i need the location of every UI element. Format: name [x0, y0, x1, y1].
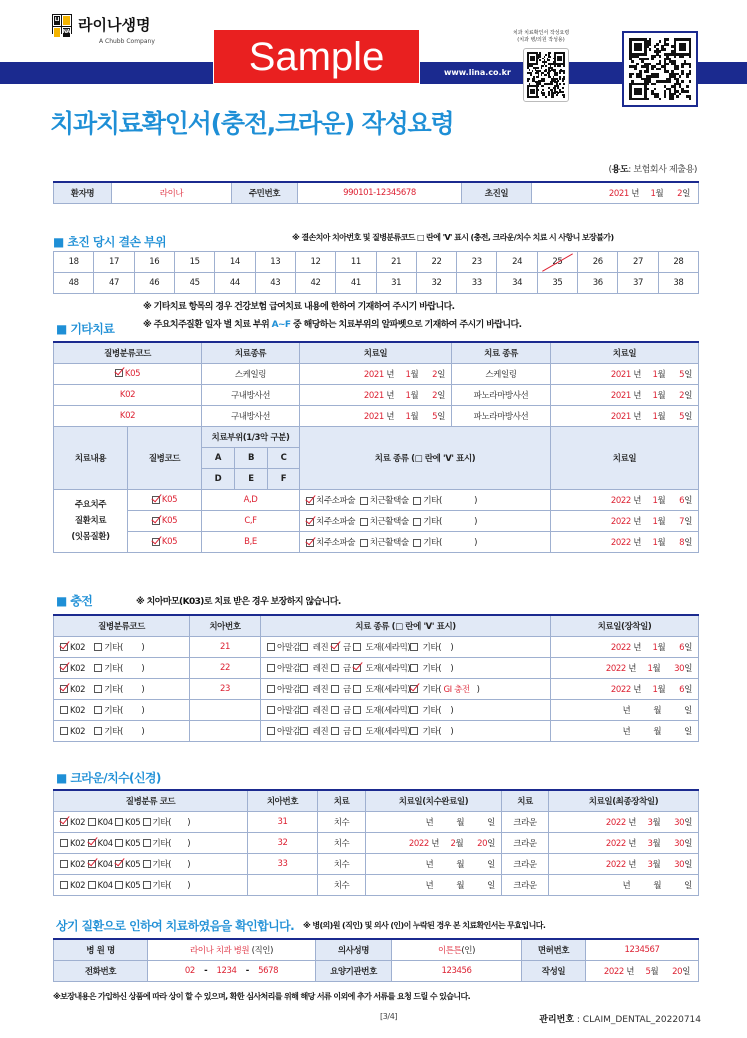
tooth-cell[interactable]: 14 [215, 252, 255, 273]
checkbox[interactable] [115, 818, 123, 826]
checkbox[interactable] [300, 685, 308, 693]
code-cell[interactable]: K02 기타( ) [54, 720, 190, 741]
checkbox[interactable] [152, 517, 160, 525]
confirm-table [53, 938, 699, 982]
usage-note: (용도: 보험회사 제출용) [608, 165, 697, 175]
checkbox[interactable] [353, 685, 361, 693]
checkbox[interactable] [300, 643, 308, 651]
type-cell: 구내방사선 [202, 384, 300, 405]
checkbox[interactable] [60, 727, 68, 735]
checkbox[interactable] [143, 839, 151, 847]
filling-type-cell[interactable]: 아말감 레진 금 도재(세라믹) 기타( ) [261, 720, 551, 741]
code-cell[interactable]: K05 [128, 490, 202, 511]
checkbox[interactable] [331, 664, 339, 672]
phone-value[interactable]: 02 - 1234 - 5678 [148, 960, 316, 981]
table-row [54, 811, 699, 832]
checkbox[interactable] [115, 369, 123, 377]
type-cell: 파노라마방사선 [452, 384, 551, 405]
tooth-cell[interactable]: 37 [618, 273, 658, 294]
col-header: 치료일 [300, 342, 452, 363]
code-cell[interactable]: K05 [54, 363, 202, 384]
checkbox[interactable] [88, 860, 96, 868]
written-date-label: 작성일 [522, 960, 586, 981]
tooth-number[interactable] [248, 874, 318, 895]
checkbox[interactable] [60, 839, 68, 847]
tooth-cell[interactable]: 35 [537, 273, 577, 294]
checkbox[interactable] [94, 664, 102, 672]
type-cell: 스케일링 [202, 363, 300, 384]
rrn-value[interactable]: 990101-12345678 [298, 182, 462, 203]
filling-type-cell[interactable]: 아말감 레진 금 도재(세라믹) 기타( ) [261, 636, 551, 657]
code-cell[interactable]: K02 기타( ) [54, 678, 190, 699]
col-header: 치료일(치수완료일) [366, 790, 502, 811]
date-cell[interactable]: 년 월 일 [549, 874, 699, 895]
checkbox[interactable] [143, 818, 151, 826]
checkbox[interactable] [410, 643, 418, 651]
written-date-value[interactable]: 2022 년 5월 20일 [586, 960, 699, 981]
perio-table [53, 426, 699, 553]
col-header: 치료종류 [202, 342, 300, 363]
date-cell[interactable]: 2021 년 1월 5일 [551, 363, 699, 384]
checkbox[interactable] [353, 664, 361, 672]
logo-letter: LI [53, 15, 61, 26]
brand-sub: A Chubb Company [99, 38, 155, 45]
tooth-number[interactable]: 23 [190, 678, 261, 699]
treatment-cell: 치수 [318, 853, 366, 874]
checkbox[interactable] [267, 643, 275, 651]
tooth-cell[interactable]: 46 [134, 273, 174, 294]
tooth-number[interactable] [190, 720, 261, 741]
tooth-cell[interactable]: 26 [578, 252, 618, 273]
code-cell[interactable]: K05 [128, 532, 202, 553]
table-row [54, 363, 699, 384]
checkbox[interactable] [300, 727, 308, 735]
tooth-cell[interactable]: 28 [658, 252, 698, 273]
treatment-cell: 크라운 [502, 874, 549, 895]
table-row [54, 511, 699, 532]
treatment-cell: 크라운 [502, 832, 549, 853]
checkbox[interactable] [331, 706, 339, 714]
filling-type-cell[interactable]: 아말감 레진 금 도재(세라믹) 기타( GI 충전 ) [261, 678, 551, 699]
date-cell[interactable]: 2021 년 1월 2일 [551, 384, 699, 405]
tooth-cell[interactable]: 31 [376, 273, 416, 294]
tooth-cell[interactable]: 36 [578, 273, 618, 294]
checkbox[interactable] [360, 539, 368, 547]
table-row [54, 699, 699, 720]
site-cell[interactable]: A,D [202, 490, 300, 511]
perio-site-header: 치료부위(1/3악 구분) [202, 427, 300, 448]
tooth-cell[interactable]: 32 [416, 273, 456, 294]
logo-accent [62, 15, 71, 26]
table-row [54, 490, 699, 511]
checkbox[interactable] [306, 497, 314, 505]
site-letter: B [235, 448, 268, 469]
crown-table [53, 789, 699, 896]
perio-label: 주요치주 질환치료 (잇몸질환) [54, 490, 128, 553]
code-cell[interactable]: K02 K04 K05 기타( ) [54, 853, 248, 874]
table-row [54, 657, 699, 678]
patient-table [53, 181, 699, 204]
code-cell[interactable]: K02 기타( ) [54, 657, 190, 678]
doctor-label: 의사성명 [316, 939, 392, 960]
other-note-2: ※ 주요치주질환 일자 별 치료 부위 A~F 중 해당하는 치료부위의 알파벳으로 기재하여 주시기 바랍니다. [143, 320, 522, 330]
col-header: 치료 [318, 790, 366, 811]
type-cell: 파노라마방사선 [452, 405, 551, 426]
col-header: 치료 종류 [452, 342, 551, 363]
checkbox[interactable] [413, 497, 421, 505]
col-header: 질병분류 코드 [54, 790, 248, 811]
table-row [54, 405, 699, 426]
logo-accent [53, 27, 61, 38]
checkbox[interactable] [115, 881, 123, 889]
code-cell[interactable]: K05 [128, 511, 202, 532]
first-visit-label: 초진일 [462, 182, 532, 203]
page-title: 치과치료확인서(충전,크라운) 작성요령 [50, 109, 454, 138]
institution-value[interactable]: 123456 [392, 960, 522, 981]
date-cell[interactable]: 2021 년 1월 2일 [300, 384, 452, 405]
tooth-cell[interactable]: 44 [215, 273, 255, 294]
license-label: 면허번호 [522, 939, 586, 960]
qr-caption-line: 치과 치료확인서 작성요령 [512, 30, 570, 36]
date-cell[interactable]: 2022 년 1월 6일 [551, 636, 699, 657]
perio-type-cell[interactable]: 치주소파술 치근활택술 기타( ) [300, 511, 551, 532]
perio-content-header: 치료내용 [54, 427, 128, 490]
crown-title: ■ 크라운/치수(신경) [56, 771, 161, 785]
rrn-label: 주민번호 [232, 182, 298, 203]
checkbox[interactable] [60, 860, 68, 868]
tooth-cell[interactable]: 11 [336, 252, 376, 273]
tooth-cell[interactable]: 38 [658, 273, 698, 294]
perio-type-cell[interactable]: 치주소파술 치근활택술 기타( ) [300, 490, 551, 511]
code-cell[interactable]: K02 K04 K05 기타( ) [54, 811, 248, 832]
date-cell[interactable]: 2021 년 1월 5일 [300, 405, 452, 426]
table-row [54, 853, 699, 874]
col-header: 치료 종류 (□ 란에 'V' 표시) [261, 615, 551, 636]
missing-note: ※ 결손치아 치아번호 및 질병분류코드 □ 란에 'V' 표시 (충전, 크라운/치수 치료 시 사항니 보장불가) [292, 233, 614, 242]
checkbox[interactable] [267, 685, 275, 693]
tooth-cell[interactable]: 41 [336, 273, 376, 294]
tooth-cell[interactable]: 17 [94, 252, 134, 273]
other-title: ■ 기타치료 [56, 322, 115, 336]
checkbox[interactable] [410, 727, 418, 735]
hospital-label: 병 원 명 [54, 939, 148, 960]
patient-name[interactable]: 라이나 [112, 182, 232, 203]
checkbox[interactable] [353, 727, 361, 735]
patient-name-label: 환자명 [54, 182, 112, 203]
missing-title: ■ 초진 당시 결손 부위 [53, 235, 166, 249]
date-cell[interactable]: 2022 년 2월 20일 [366, 832, 502, 853]
checkbox[interactable] [94, 706, 102, 714]
other-treatment-table [53, 341, 699, 427]
type-cell: 구내방사선 [202, 405, 300, 426]
checkbox[interactable] [410, 706, 418, 714]
perio-date-header: 치료일 [551, 427, 699, 490]
checkbox[interactable] [360, 518, 368, 526]
table-row [54, 532, 699, 553]
code-cell[interactable]: K02 [54, 384, 202, 405]
checkbox[interactable] [267, 727, 275, 735]
license-value[interactable]: 1234567 [586, 939, 699, 960]
checkbox[interactable] [413, 518, 421, 526]
management-number: 관리번호 : CLAIM_DENTAL_20220714 [539, 1015, 701, 1025]
tooth-cell[interactable]: 43 [255, 273, 295, 294]
checkbox[interactable] [94, 727, 102, 735]
usage-value: : 보험회사 제출용 [628, 165, 694, 175]
perio-code-header: 질병코드 [128, 427, 202, 490]
site-url[interactable]: www.lina.co.kr [444, 68, 511, 77]
footer-note: ※보장내용은 가입하신 상품에 따라 상이 할 수 있으며, 확한 심사처리를 위해 해당 서류 이외에 추가 서류를 요청 드릴 수 있습니다. [53, 992, 471, 1001]
treatment-cell: 크라운 [502, 853, 549, 874]
checkbox[interactable] [360, 497, 368, 505]
confirm-note: ※ 병(의)원 (직인) 및 의사 (인)이 누락된 경우 본 치료확인서는 무효입니다. [303, 921, 546, 930]
code-cell[interactable]: K02 기타( ) [54, 636, 190, 657]
tooth-number[interactable]: 21 [190, 636, 261, 657]
institution-label: 요양기관번호 [316, 960, 392, 981]
first-visit-date[interactable]: 2021 년 1월 2일 [532, 182, 699, 203]
filling-type-cell[interactable]: 아말감 레진 금 도재(세라믹) 기타( ) [261, 657, 551, 678]
checkbox[interactable] [88, 818, 96, 826]
table-row [54, 636, 699, 657]
filling-note: ※ 치아마모(K03)로 치료 받은 경우 보장하지 않습니다. [136, 597, 341, 607]
filling-type-cell[interactable]: 아말감 레진 금 도재(세라믹) 기타( ) [261, 699, 551, 720]
table-row [54, 832, 699, 853]
checkbox[interactable] [60, 685, 68, 693]
site-letter: C [268, 448, 300, 469]
checkbox[interactable] [60, 706, 68, 714]
filling-table [53, 614, 699, 742]
usage-label: 용도 [611, 165, 629, 175]
table-row [54, 384, 699, 405]
other-note-1: ※ 기타치료 항목의 경우 건강보험 급여치료 내용에 한하여 기재하여 주시기 바랍니다. [143, 302, 455, 312]
tooth-cell[interactable]: 48 [54, 273, 94, 294]
date-cell[interactable]: 2022 년 1월 30일 [551, 657, 699, 678]
tooth-cell[interactable]: 21 [376, 252, 416, 273]
tooth-cell[interactable]: 45 [174, 273, 214, 294]
checkbox[interactable] [143, 860, 151, 868]
tooth-cell[interactable]: 25 [537, 252, 577, 273]
date-cell[interactable]: 2022 년 1월 8일 [551, 532, 699, 553]
logo-letter: NA [62, 27, 71, 38]
treatment-cell: 치수 [318, 832, 366, 853]
site-letter: E [235, 469, 268, 490]
tooth-number[interactable]: 33 [248, 853, 318, 874]
qr-code-small-icon[interactable] [523, 48, 569, 102]
site-letter: F [268, 469, 300, 490]
checkbox[interactable] [94, 685, 102, 693]
checkbox[interactable] [143, 881, 151, 889]
type-cell: 스케일링 [452, 363, 551, 384]
checkbox[interactable] [267, 664, 275, 672]
tooth-cell[interactable]: 15 [174, 252, 214, 273]
tooth-cell[interactable]: 12 [295, 252, 335, 273]
tooth-cell[interactable]: 33 [457, 273, 497, 294]
date-cell[interactable]: 2022 년 3월 30일 [549, 853, 699, 874]
qr-caption-line: (치과 병/의원 작성용) [517, 37, 565, 43]
checkbox[interactable] [331, 727, 339, 735]
checkbox[interactable] [331, 643, 339, 651]
date-cell[interactable]: 2021 년 1월 2일 [300, 363, 452, 384]
checkbox[interactable] [306, 518, 314, 526]
table-row [54, 874, 699, 895]
checkbox[interactable] [152, 538, 160, 546]
tooth-cell[interactable]: 18 [54, 252, 94, 273]
checkbox[interactable] [115, 860, 123, 868]
qr-caption [506, 30, 576, 44]
date-cell[interactable]: 년 월 일 [366, 874, 502, 895]
table-row [54, 678, 699, 699]
tooth-cell[interactable]: 34 [497, 273, 537, 294]
checkbox[interactable] [410, 685, 418, 693]
checkbox[interactable] [94, 643, 102, 651]
tooth-chart [53, 251, 699, 294]
date-cell[interactable]: 년 월 일 [366, 811, 502, 832]
code-cell[interactable]: K02 기타( ) [54, 699, 190, 720]
tooth-number[interactable]: 31 [248, 811, 318, 832]
date-cell[interactable]: 년 월 일 [551, 720, 699, 741]
col-header: 질병분류코드 [54, 342, 202, 363]
code-cell[interactable]: K02 [54, 405, 202, 426]
tooth-cell[interactable]: 13 [255, 252, 295, 273]
tooth-cell[interactable]: 16 [134, 252, 174, 273]
tooth-cell[interactable]: 42 [295, 273, 335, 294]
hospital-value[interactable]: 라이나 치과 병원 (직인) [148, 939, 316, 960]
lina-logo [52, 14, 72, 34]
treatment-cell: 크라운 [502, 811, 549, 832]
code-cell[interactable]: K02 K04 K05 기타( ) [54, 832, 248, 853]
phone-label: 전화번호 [54, 960, 148, 981]
checkbox[interactable] [413, 539, 421, 547]
checkbox[interactable] [60, 643, 68, 651]
tooth-number[interactable]: 22 [190, 657, 261, 678]
checkbox[interactable] [152, 496, 160, 504]
code-cell[interactable]: K02 K04 K05 기타( ) [54, 874, 248, 895]
checkbox[interactable] [331, 685, 339, 693]
tooth-number[interactable] [190, 699, 261, 720]
perio-type-cell[interactable]: 치주소파술 치근활택술 기타( ) [300, 532, 551, 553]
site-letter: D [202, 469, 235, 490]
date-cell[interactable]: 년 월 일 [551, 699, 699, 720]
date-cell[interactable]: 2021 년 1월 5일 [551, 405, 699, 426]
date-cell[interactable]: 년 월 일 [366, 853, 502, 874]
col-header: 치료일(장착일) [551, 615, 699, 636]
perio-type-header: 치료 종류 (□ 란에 'V' 표시) [300, 427, 551, 490]
checkbox[interactable] [300, 664, 308, 672]
doctor-value[interactable]: 이튼튼(인) [392, 939, 522, 960]
checkbox[interactable] [267, 706, 275, 714]
checkbox[interactable] [88, 839, 96, 847]
col-header: 치료일(최종장착일) [549, 790, 699, 811]
checkbox[interactable] [353, 643, 361, 651]
treatment-cell: 치수 [318, 874, 366, 895]
tooth-cell[interactable]: 22 [416, 252, 456, 273]
col-header: 질병분류코드 [54, 615, 190, 636]
filling-title: ■ 충전 [56, 594, 93, 608]
tooth-cell[interactable]: 47 [94, 273, 134, 294]
checkbox[interactable] [353, 706, 361, 714]
checkbox[interactable] [306, 539, 314, 547]
checkbox[interactable] [60, 664, 68, 672]
date-cell[interactable]: 2022 년 1월 7일 [551, 511, 699, 532]
checkbox[interactable] [300, 706, 308, 714]
checkbox[interactable] [60, 818, 68, 826]
date-cell[interactable]: 2022 년 3월 30일 [549, 832, 699, 853]
checkbox[interactable] [88, 881, 96, 889]
checkbox[interactable] [115, 839, 123, 847]
qr-code-large-icon[interactable] [622, 31, 698, 107]
date-cell[interactable]: 2022 년 1월 6일 [551, 678, 699, 699]
tooth-cell[interactable]: 24 [497, 252, 537, 273]
date-cell[interactable]: 2022 년 3월 30일 [549, 811, 699, 832]
page-number: [3/4] [380, 1012, 398, 1021]
tooth-cell[interactable]: 27 [618, 252, 658, 273]
checkbox[interactable] [60, 881, 68, 889]
treatment-cell: 치수 [318, 811, 366, 832]
checkbox[interactable] [410, 664, 418, 672]
table-row [54, 720, 699, 741]
date-cell[interactable]: 2022 년 1월 6일 [551, 490, 699, 511]
col-header: 치아번호 [190, 615, 261, 636]
site-cell[interactable]: B,E [202, 532, 300, 553]
confirm-title: 상기 질환으로 인하여 치료하였음을 확인합니다. [56, 919, 295, 933]
col-header: 치아번호 [248, 790, 318, 811]
col-header: 치료일 [551, 342, 699, 363]
col-header: 치료 [502, 790, 549, 811]
sample-stamp: Sample [213, 29, 420, 84]
site-letter: A [202, 448, 235, 469]
brand-name: 라이나생명 [78, 16, 151, 34]
tooth-cell[interactable]: 23 [457, 252, 497, 273]
site-cell[interactable]: C,F [202, 511, 300, 532]
tooth-number[interactable]: 32 [248, 832, 318, 853]
